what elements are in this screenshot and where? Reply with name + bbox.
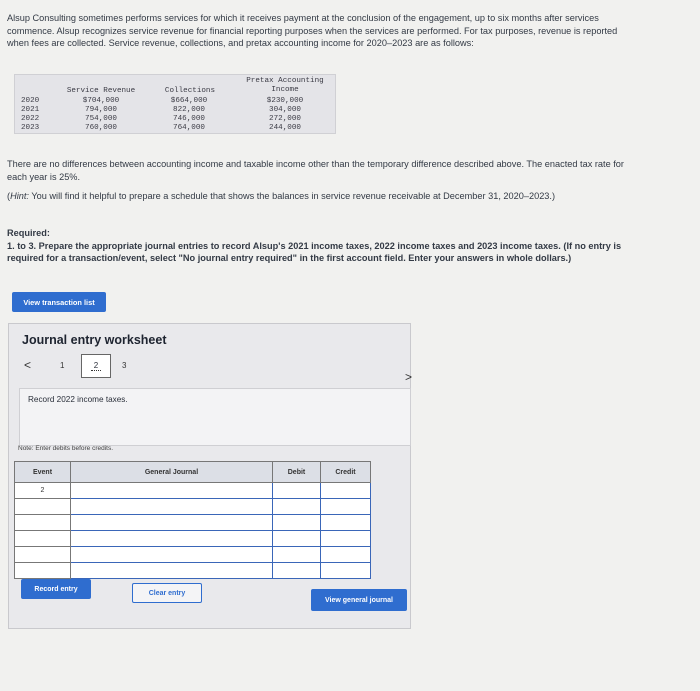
years-column [21, 97, 39, 133]
collections-cell: 746,000 [173, 115, 205, 123]
chevron-left-icon[interactable]: < [24, 358, 32, 372]
data-table [14, 74, 336, 134]
step-3[interactable]: 3 [122, 361, 127, 370]
record-entry-button[interactable]: Record entry [21, 579, 91, 599]
journal-entry-table [14, 461, 371, 579]
table-row [15, 515, 371, 531]
clear-entry-button[interactable]: Clear entry [132, 583, 202, 603]
debit-input[interactable] [273, 515, 321, 531]
credit-input[interactable] [321, 515, 371, 531]
view-general-journal-button[interactable]: View general journal [311, 589, 407, 611]
hint-label: Hint: [10, 191, 29, 201]
debit-input[interactable] [273, 547, 321, 563]
credit-input[interactable] [321, 531, 371, 547]
event-cell [15, 531, 71, 547]
column-event: Event [15, 462, 71, 483]
revenue-cell: 794,000 [85, 106, 117, 114]
header-pretax-line1: Pretax Accounting [246, 77, 324, 85]
column-credit: Credit [321, 462, 371, 483]
collections-cell: 822,000 [173, 106, 205, 114]
hint-body: You will find it helpful to prepare a schedule that shows the balances in service revenue receivable at December 31, 2020–2023.) [28, 191, 556, 201]
year-cell: 2022 [21, 115, 40, 123]
table-row [15, 563, 371, 579]
journal-entry-worksheet [8, 323, 411, 629]
account-input[interactable] [71, 515, 273, 531]
table-row [15, 483, 371, 499]
worksheet-title: Journal entry worksheet [22, 333, 167, 347]
task-description-box [19, 388, 411, 446]
event-cell [15, 499, 71, 515]
problem-intro: Alsup Consulting sometimes performs services for which it receives payment at the conclusion of the engagement, up to six months after services commence. Alsup recognizes service revenue for financial reporting purposes when the services are performed. For tax purposes, revenue is reported when fees are collected. Service revenue, collections, and pretax accounting income for 2020–2023 are as follows: [7, 13, 618, 48]
header-pretax-line2: Income [271, 86, 299, 94]
account-input[interactable] [71, 483, 273, 499]
collections-cell: 764,000 [173, 124, 205, 132]
collections-column [159, 97, 219, 133]
debit-input[interactable] [273, 483, 321, 499]
account-input[interactable] [71, 563, 273, 579]
account-input[interactable] [71, 531, 273, 547]
step-2-current[interactable] [81, 354, 111, 378]
event-cell: 2 [15, 483, 71, 499]
debits-before-credits-note: Note: Enter debits before credits. [18, 445, 114, 452]
table-row [15, 531, 371, 547]
revenue-cell: $704,000 [82, 97, 120, 105]
pretax-cell: $230,000 [266, 97, 304, 105]
table-row [15, 547, 371, 563]
pretax-cell: 304,000 [269, 106, 301, 114]
event-cell [15, 563, 71, 579]
collections-cell: $664,000 [170, 97, 208, 105]
hint-text [7, 190, 637, 203]
chevron-right-icon[interactable]: > [405, 370, 413, 384]
header-collections: Collections [164, 87, 216, 95]
revenue-cell: 754,000 [85, 115, 117, 123]
column-debit: Debit [273, 462, 321, 483]
required-section [7, 227, 637, 265]
event-cell [15, 515, 71, 531]
year-cell: 2023 [21, 124, 40, 132]
year-cell: 2020 [21, 97, 40, 105]
task-description: Record 2022 income taxes. [28, 395, 128, 404]
required-note: (If no entry is required for a transaction/event, select "No journal entry required" in the first account field. Enter your answers in whole dollars.) [7, 240, 622, 263]
pretax-cell: 272,000 [269, 115, 301, 123]
view-transaction-list-button[interactable]: View transaction list [12, 292, 106, 312]
table-row [15, 499, 371, 515]
debit-input[interactable] [273, 563, 321, 579]
required-label: Required: [7, 228, 50, 238]
step-1[interactable]: 1 [60, 361, 65, 370]
credit-input[interactable] [321, 563, 371, 579]
credit-input[interactable] [321, 499, 371, 515]
debit-input[interactable] [273, 531, 321, 547]
account-input[interactable] [71, 547, 273, 563]
credit-input[interactable] [321, 483, 371, 499]
step-2-label: 2 [91, 361, 101, 371]
required-instruction: 1. to 3. Prepare the appropriate journal entries to record Alsup's 2021 income taxes, 2022 income taxes and 2023 income taxes. [7, 240, 564, 251]
year-cell: 2021 [21, 106, 40, 114]
hint-open-paren: ( [7, 191, 11, 201]
column-general-journal: General Journal [71, 462, 273, 483]
header-service-revenue: Service Revenue [66, 87, 136, 95]
pretax-cell: 244,000 [269, 124, 301, 132]
revenue-column [71, 97, 131, 133]
pretax-column [253, 97, 317, 133]
account-input[interactable] [71, 499, 273, 515]
tax-rate-note: There are no differences between accounting income and taxable income other than the temporary difference described above. The enacted tax rate for each year is 25%. [7, 159, 624, 182]
credit-input[interactable] [321, 547, 371, 563]
debit-input[interactable] [273, 499, 321, 515]
event-cell [15, 547, 71, 563]
revenue-cell: 760,000 [85, 124, 117, 132]
